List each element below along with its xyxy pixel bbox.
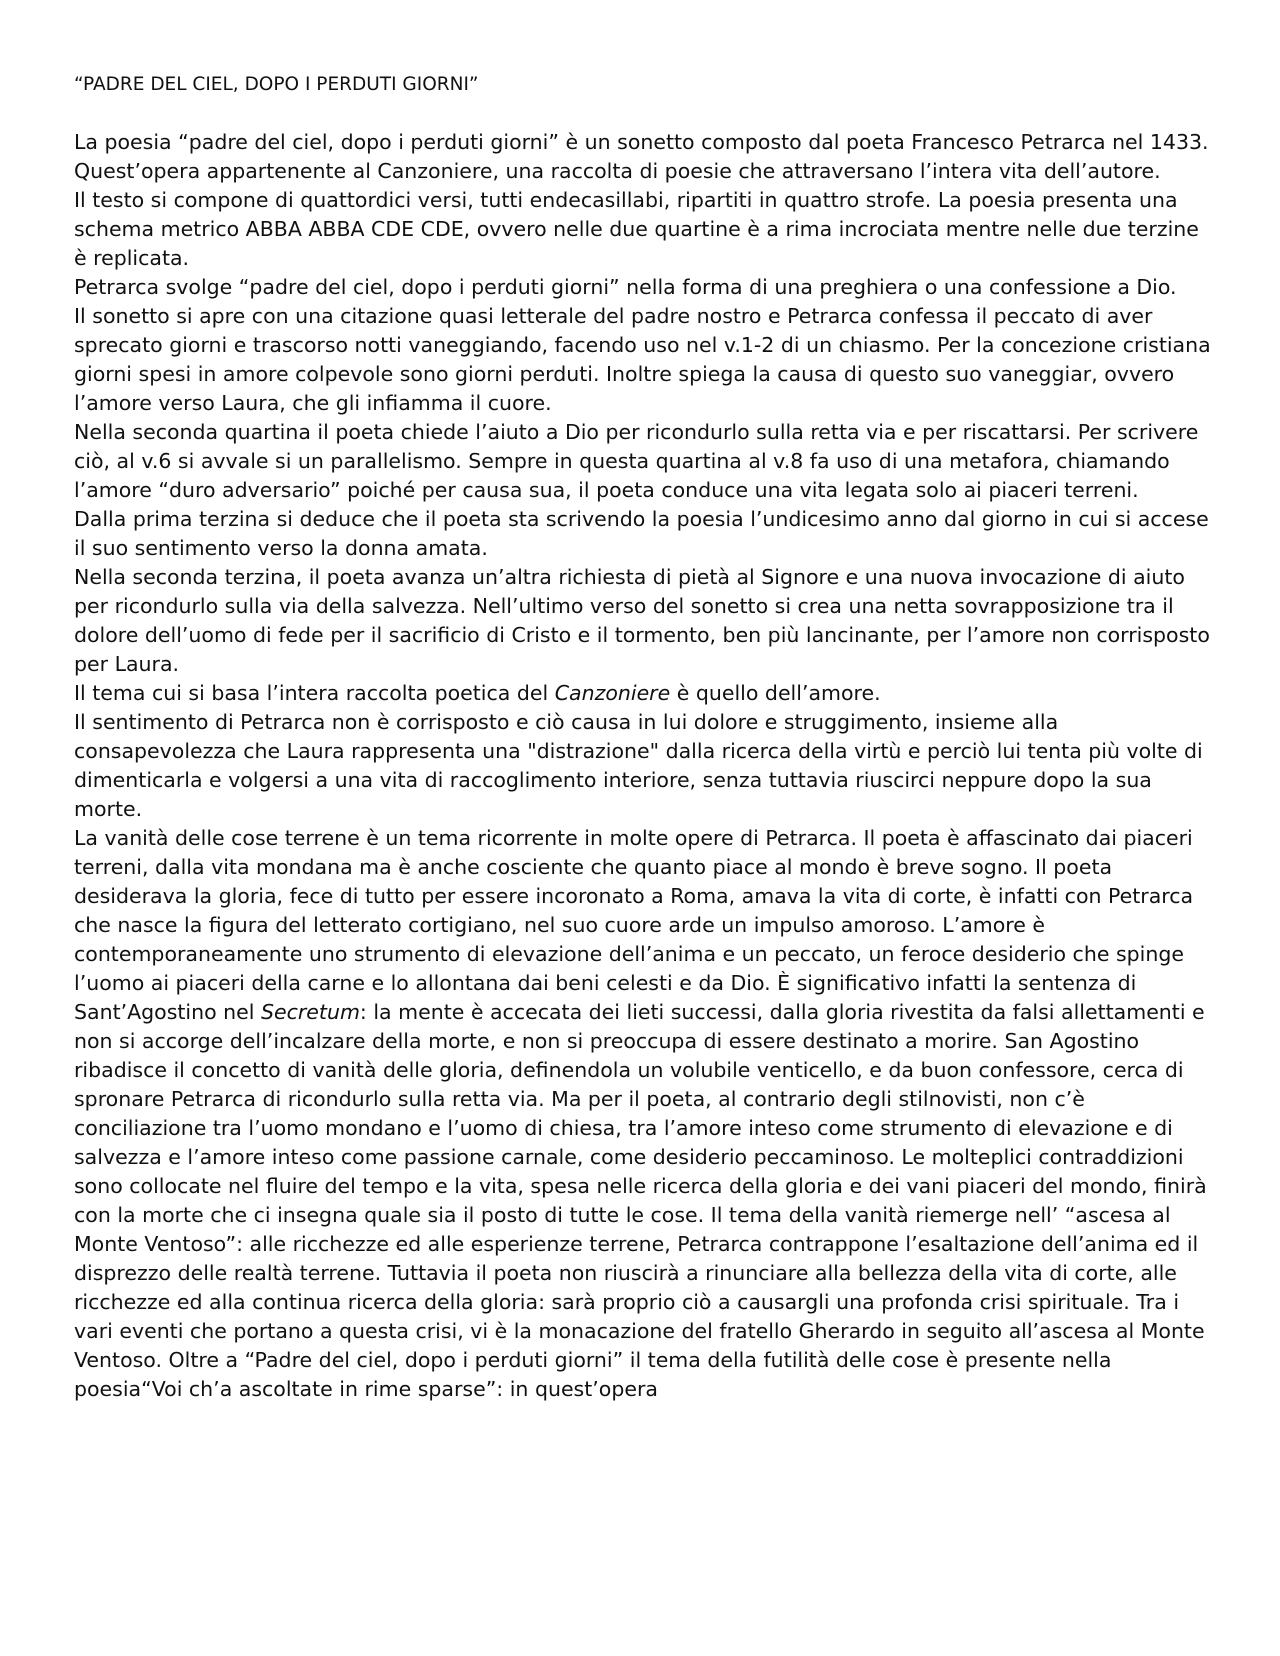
paragraph-theme [74,679,1214,708]
paragraph-second-tercet: Nella seconda terzina, il poeta avanza un’altra richiesta di pietà al Signore e una nuova invocazione di aiuto per ricondurlo sulla via della salvezza. Nell’ultimo verso del sonetto si crea una netta sovrapposizione tra il dolore dell’uomo di fede per il sacrificio di Cristo e il tormento, ben più lancinante, per l’amore non corrisposto per Laura. [74,565,1210,676]
paragraph-vanity [74,824,1214,1404]
paragraph-first-tercet: Dalla prima terzina si deduce che il poeta sta scrivendo la poesia l’undicesimo anno dal giorno in cui si accese il suo sentimento verso la donna amata. [74,507,1209,560]
paragraph-sentiment: Il sentimento di Petrarca non è corrisposto e ciò causa in lui dolore e struggimento, insieme alla consapevolezza che Laura rappresenta una "distrazione" dalla ricerca della virtù e perciò lui tenta più volte di dimenticarla e volgersi a una vita di raccoglimento interiore, senza tuttavia riuscirci neppure dopo la sua morte. [74,710,1203,821]
paragraph-form: Petrarca svolge “padre del ciel, dopo i perduti giorni” nella forma di una preghiera o una confessione a Dio. [74,275,1177,299]
paragraph-second-quatrain: Nella seconda quartina il poeta chiede l’aiuto a Dio per ricondurlo sulla retta via e per riscattarsi. Per scrivere ciò, al v.6 si avvale si un parallelismo. Sempre in questa quartina al v.8 fa uso di una metafora, chiamando l’amore “duro adversario” poiché per causa sua, il poeta conduce una vita legata solo ai piaceri terreni. [74,420,1199,502]
vanity-work-title: Secretum [260,1000,360,1024]
vanity-text-before: La vanità delle cose terrene è un tema ricorrente in molte opere di Petrarca. Il poeta è affascinato dai piaceri terreni, dalla vita mondana ma è anche cosciente che quanto piace al mondo è breve sogno. Il poeta desiderava la gloria, fece di tutto per essere incoronato a Roma, amava la vita di corte, è infatti con Petrarca che nasce la figura del letterato cortigiano, nel suo cuore arde un impulso amoroso. L’amore è contemporaneamente uno strumento di elevazione dell’anima e un peccato, un feroce desiderio che spinge l’uomo ai piaceri della carne e lo allontana dai beni celesti e da Dio. È significativo infatti la sentenza di Sant’Agostino nel [74,826,1194,1024]
document-title: “PADRE DEL CIEL, DOPO I PERDUTI GIORNI” [74,74,479,95]
paragraph-metrics: Il testo si compone di quattordici versi, tutti endecasillabi, ripartiti in quattro strofe. La poesia presenta una schema metrico ABBA ABBA CDE CDE, ovvero nelle due quartine è a rima incrociata mentre nelle due terzine è replicata. [74,188,1199,270]
theme-text-before: Il tema cui si basa l’intera raccolta poetica del [74,681,555,705]
paragraph-first-quatrain: Il sonetto si apre con una citazione quasi letterale del padre nostro e Petrarca confessa il peccato di aver sprecato giorni e trascorso notti vaneggiando, facendo uso nel v.1-2 di un chiasmo. Per la concezione cristiana giorni spesi in amore colpevole sono giorni perduti. Inoltre spiega la causa di questo suo vaneggiar, ovvero l’amore verso Laura, che gli infiamma il cuore. [74,304,1211,415]
document-page [74,70,1214,1404]
theme-text-after: è quello dell’amore. [670,681,881,705]
theme-work-title: Canzoniere [554,681,671,705]
paragraph-intro: La poesia “padre del ciel, dopo i perduti giorni” è un sonetto composto dal poeta Francesco Petrarca nel 1433. Quest’opera appartenente al Canzoniere, una raccolta di poesie che attraversano l’intera vita dell’autore. [74,130,1209,183]
vanity-text-after: : la mente è accecata dei lieti successi, dalla gloria rivestita da falsi allettamenti e non si accorge dell’incalzare della morte, e non si preoccupa di essere destinato a morire. San Agostino ribadisce il concetto di vanità delle gloria, definendola un volubile venticello, e da buon confessore, cerca di spronare Petrarca di ricondurlo sulla retta via. Ma per il poeta, al contrario degli stilnovisti, non c’è conciliazione tra l’uomo mondano e l’uomo di chiesa, tra l’amore inteso come strumento di elevazione e di salvezza e l’amore inteso come passione carnale, come desiderio peccaminoso. Le molteplici contraddizioni sono collocate nel fluire del tempo e la vita, spesa nelle ricerca della gloria e dei vani piaceri del mondo, finirà con la morte che ci insegna quale sia il posto di tutte le cose. Il tema della vanità riemerge nell’ “ascesa al Monte Ventoso”: alle ricchezze ed alle esperienze terrene, Petrarca contrappone l’esaltazione dell’anima ed il disprezzo delle realtà terrene. Tuttavia il poeta non riuscirà a rinunciare alla bellezza della vita di corte, alle ricchezze ed alla continua ricerca della gloria: sarà proprio ciò a causargli una profonda crisi spirituale. Tra i vari eventi che portano a questa crisi, vi è la monacazione del fratello Gherardo in seguito all’ascesa al Monte Ventoso. Oltre a “Padre del ciel, dopo i perduti giorni” il tema della futilità delle cose è presente nella poesia“Voi ch’a ascoltate in rime sparse”: in quest’opera [74,1000,1207,1401]
